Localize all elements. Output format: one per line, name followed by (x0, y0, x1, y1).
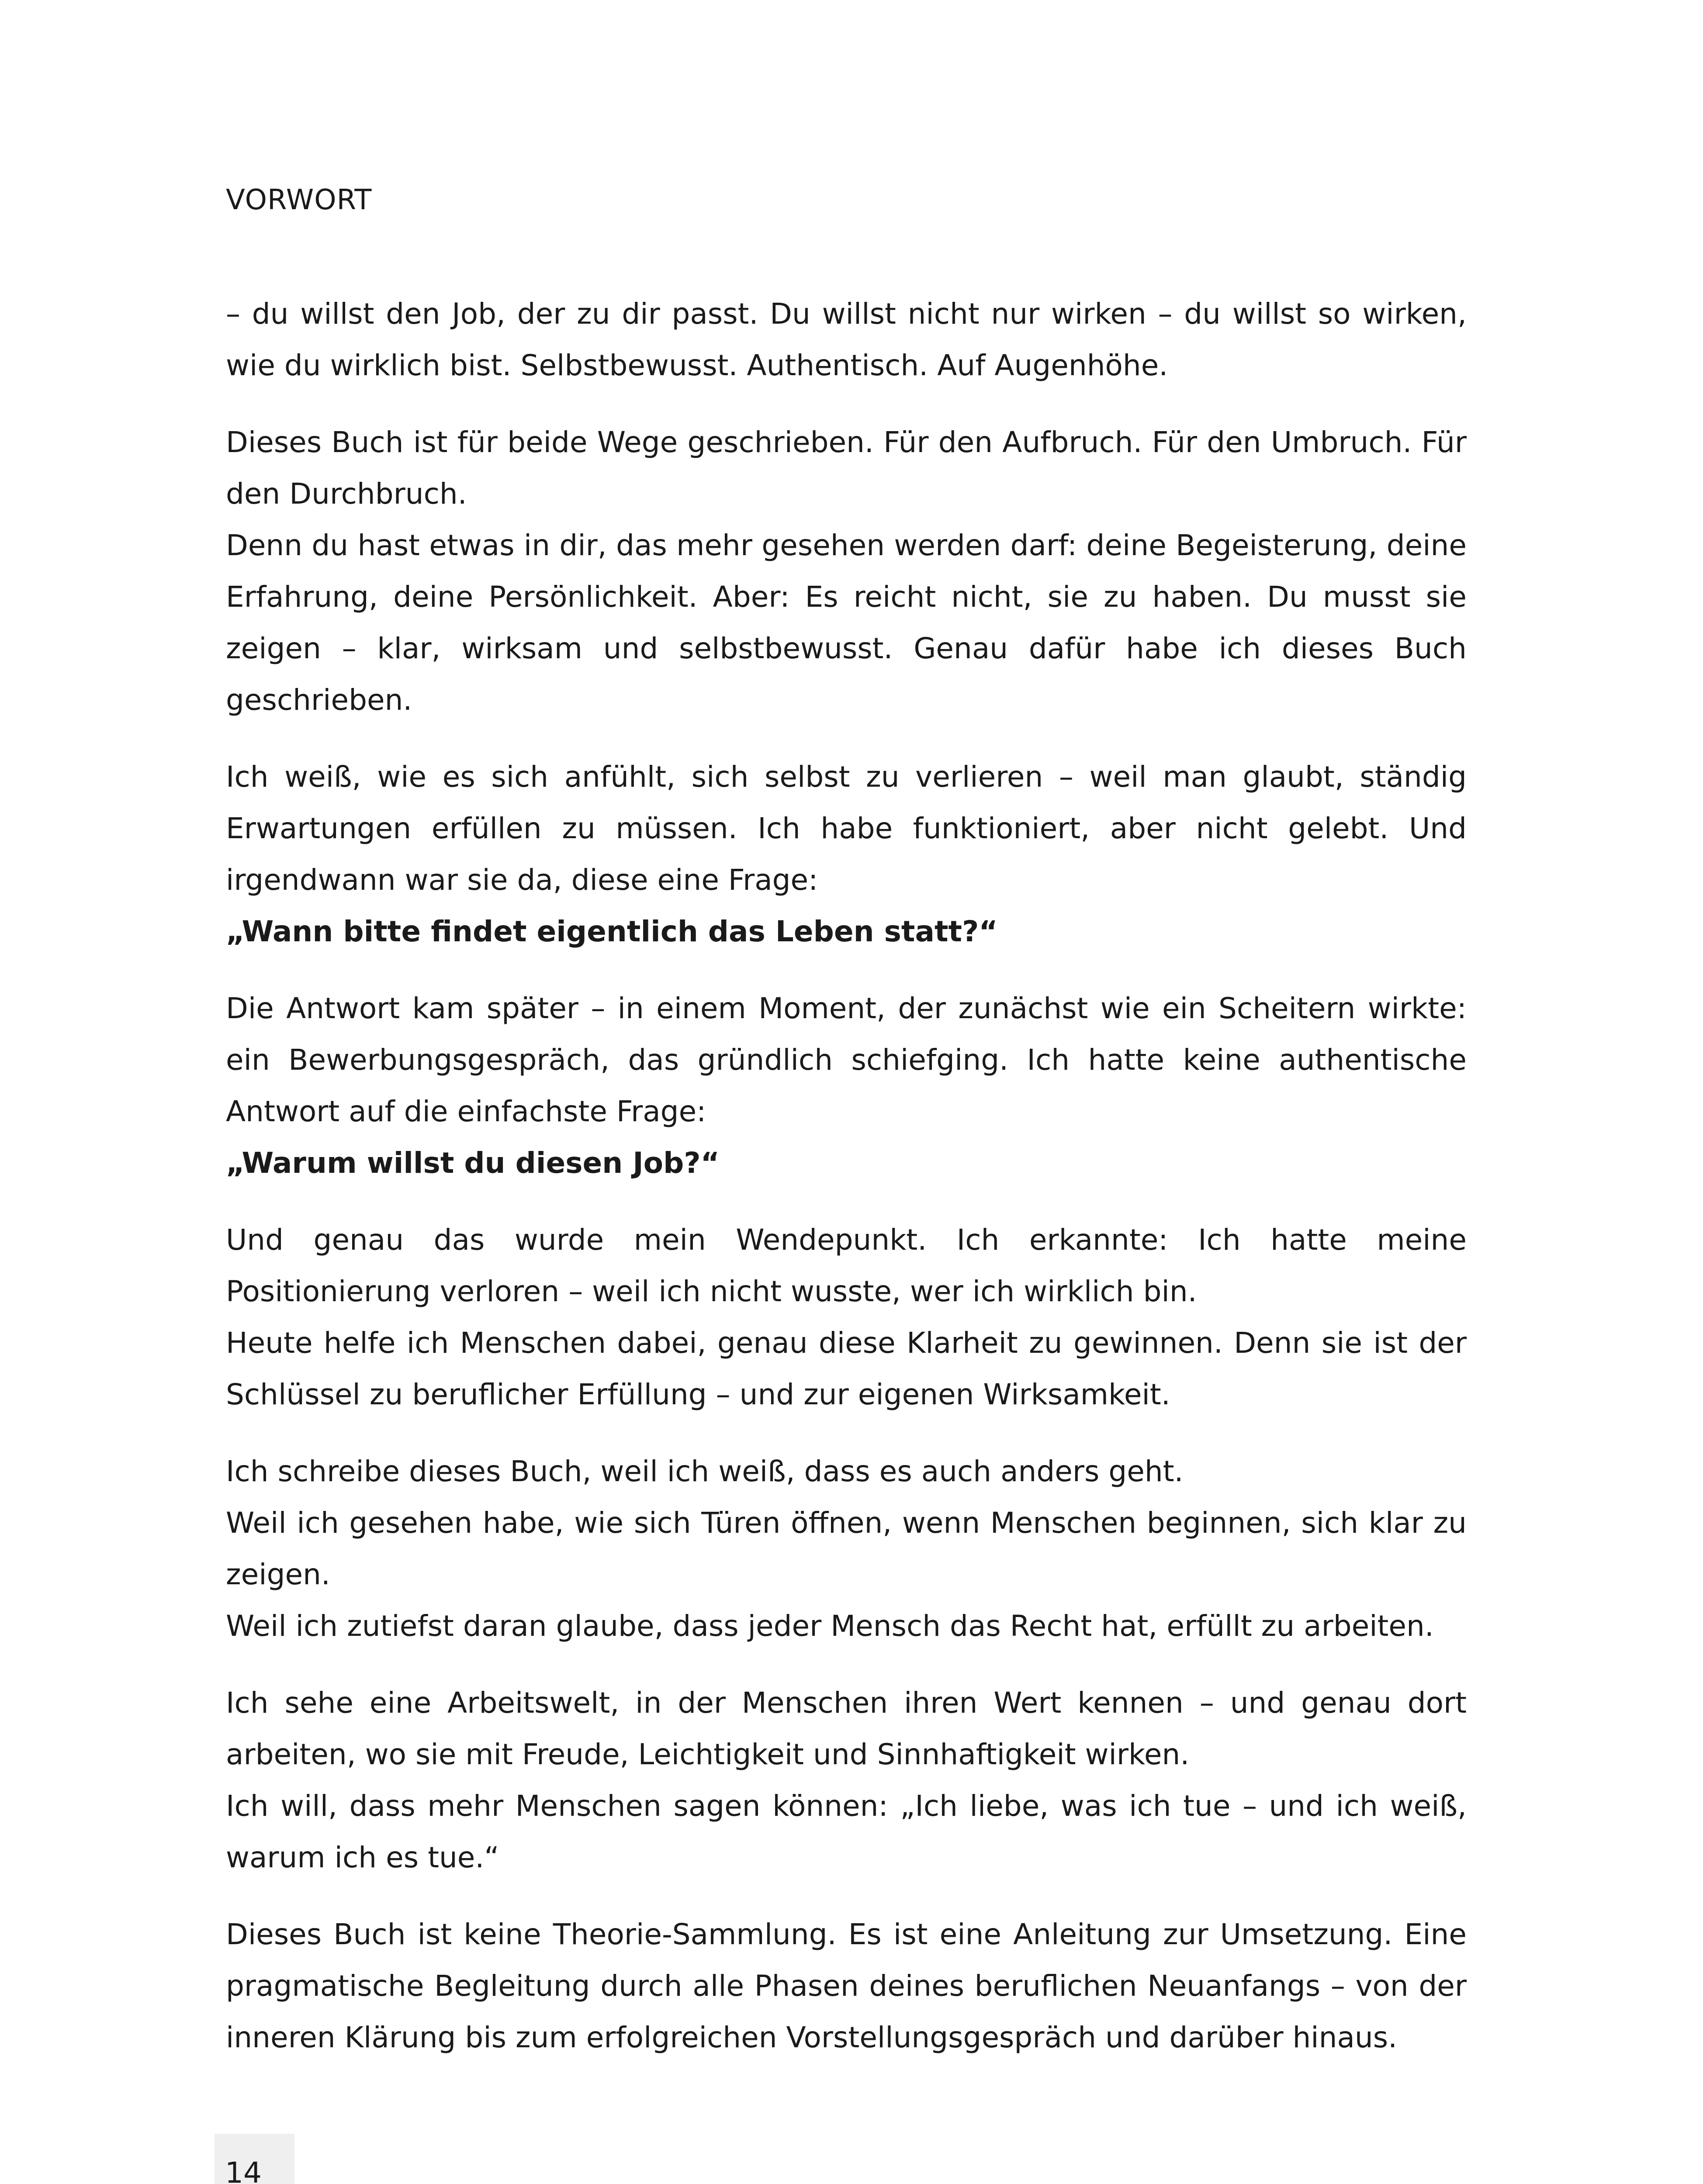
text-line: Dieses Buch ist keine Theorie-Sammlung. Es ist eine Anleitung zur Umsetzung. Eine pragmatische Begleitung durch alle Phasen deines beruflichen Neuanfangs – von der inneren Klärung bis zum erfolgreichen Vorstellungsgespräch und darüber hinaus. (226, 1918, 1467, 2054)
bold-quote: „Warum willst du diesen Job?“ (226, 1146, 720, 1180)
text-line: Denn du hast etwas in dir, das mehr gesehen werden darf: deine Begeisterung, deine Erfahrung, deine Persönlichkeit. Aber: Es reicht nicht, sie zu haben. Du musst sie zeigen – klar, wirksam und selbstbewusst. Genau dafür habe ich dieses Buch geschrieben. (226, 529, 1467, 717)
paragraph (226, 288, 1467, 391)
text-line: Weil ich gesehen habe, wie sich Türen öffnen, wenn Menschen beginnen, sich klar zu zeigen. (226, 1506, 1467, 1591)
text-line: Ich will, dass mehr Menschen sagen können: „Ich liebe, was ich tue – und ich weiß, warum ich es tue.“ (226, 1789, 1467, 1874)
page-number: 14 (225, 2156, 262, 2184)
text-line: Ich sehe eine Arbeitswelt, in der Menschen ihren Wert kennen – und genau dort arbeiten, wo sie mit Freude, Leichtigkeit und Sinnhaftigkeit wirken. (226, 1686, 1467, 1771)
paragraph (226, 417, 1467, 726)
paragraph (226, 1446, 1467, 1652)
bold-quote: „Wann bitte findet eigentlich das Leben statt?“ (226, 915, 998, 948)
text-line: Weil ich zutiefst daran glaube, dass jeder Mensch das Recht hat, erfüllt zu arbeiten. (226, 1609, 1434, 1643)
text-line: Dieses Buch ist für beide Wege geschrieben. Für den Aufbruch. Für den Umbruch. Für den Durchbruch. (226, 425, 1467, 511)
running-head: VORWORT (226, 184, 372, 216)
paragraph (226, 1677, 1467, 1883)
paragraph (226, 983, 1467, 1189)
paragraph (226, 751, 1467, 957)
text-line: – du willst den Job, der zu dir passt. Du willst nicht nur wirken – du willst so wirken, wie du wirklich bist. Selbstbewusst. Authentisch. Auf Augenhöhe. (226, 297, 1467, 382)
text-line: Die Antwort kam später – in einem Moment, der zunächst wie ein Scheitern wirkte: ein Bewerbungsgespräch, das gründlich schiefging. Ich hatte keine authentische Antwort auf die einfachste Frage: (226, 992, 1467, 1128)
paragraph (226, 1909, 1467, 2063)
text-line: Und genau das wurde mein Wendepunkt. Ich erkannte: Ich hatte meine Positionierung verloren – weil ich nicht wusste, wer ich wirklich bin. (226, 1223, 1467, 1308)
text-line: Heute helfe ich Menschen dabei, genau diese Klarheit zu gewinnen. Denn sie ist der Schlüssel zu beruflicher Erfüllung – und zur eigenen Wirksamkeit. (226, 1326, 1467, 1411)
paragraph (226, 1214, 1467, 1420)
text-line: Ich schreibe dieses Buch, weil ich weiß, dass es auch anders geht. (226, 1455, 1184, 1488)
text-line: Ich weiß, wie es sich anfühlt, sich selbst zu verlieren – weil man glaubt, ständig Erwartungen erfüllen zu müssen. Ich habe funktioniert, aber nicht gelebt. Und irgendwann war sie da, diese eine Frage: (226, 760, 1467, 897)
body-text (226, 288, 1467, 2089)
